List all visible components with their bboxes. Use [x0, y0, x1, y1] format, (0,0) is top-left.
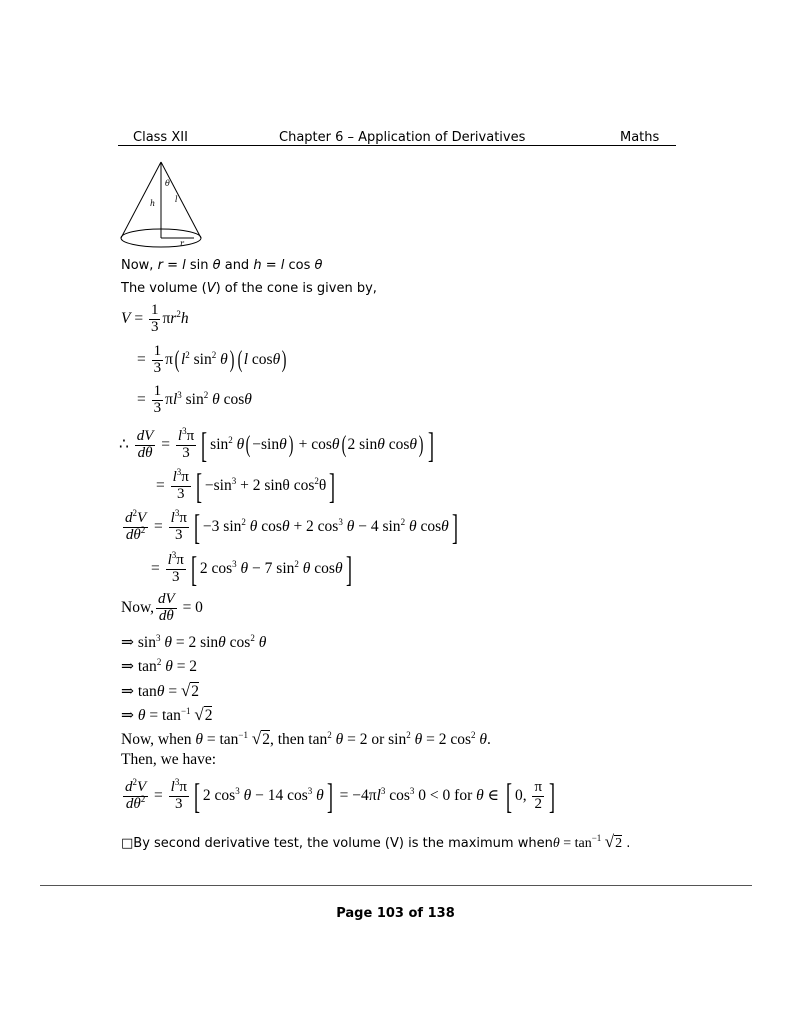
header-class: Class XII [133, 130, 188, 145]
header-subject: Maths [620, 130, 660, 145]
now-text: Now, [121, 598, 155, 616]
then-we-have: Then, we have: [121, 751, 217, 768]
eq-second-derivative: $\frac{d^2V}{d\theta^2}$ = $\frac{l^3\pi}{3}$ [ −3 $\sin^2 \theta$ cosθ + 2 $\cos^3 \theta - 4$ $\sin^2 \theta$ cosθ] [125, 507, 458, 547]
relation-line: Now, r = l sin θ and h = l cos θ [121, 258, 323, 273]
header-rule [118, 145, 676, 146]
eq-first-derivative-2: = $\frac{l^3\pi}{3}$ [ $-\sin^3 + 2$ sinθ $\cos^2\theta$] [156, 466, 336, 506]
theta-label: θ [165, 179, 170, 188]
eq-step-3: ⇒ tanθ = √2 [121, 681, 200, 700]
eq-step-2: ⇒ $\tan^2 \theta = 2$ [121, 657, 198, 675]
eq-second-derivative-2: = $\frac{l^3\pi}{3}$ [ 2 $\cos^3 \theta - 7$ $\sin^2 \theta$ cosθ] [151, 549, 352, 589]
eq-volume-2: = $\frac{1}{3}$ π( $l^2$ $\sin^2 \theta$) ( l cosθ) [137, 343, 287, 376]
r-label: r [180, 239, 184, 248]
eq-critical: Now, $\frac{dV}{d\theta}$ = 0 [121, 591, 203, 624]
eq-step-4: ⇒ $\theta = \tan^{-1} √2$ [121, 705, 213, 724]
eq-volume-3: = $\frac{1}{3}$ $\pi l^3$ $\sin^2 \theta$ cosθ [137, 383, 252, 416]
conclusion-text: □By second derivative test, the volume (V) is the maximum when [121, 836, 553, 851]
h-label: h [150, 199, 156, 208]
volume-intro: The volume (V) of the cone is given by, [121, 281, 377, 296]
header-chapter: Chapter 6 – Application of Derivatives [279, 130, 526, 145]
eq-now-when: Now, when $\theta = \tan^{-1} √2$, then $\tan^2 \theta = 2$ or $\sin^2 \theta = 2$ $\cos^2 \theta$. [121, 729, 491, 748]
l-label: l [175, 195, 178, 204]
eq-first-derivative: ∴ $\frac{dV}{d\theta}$ = $\frac{l^3\pi}{3}$ [ $\sin^2 \theta( -\sin\theta) + \cos\theta$( 2 sinθ cosθ) ] [119, 425, 435, 465]
eq-second-derivative-at-critical: $\frac{d^2V}{d\theta^2}$ = $\frac{l^3\pi}{3}$ [ 2 $\cos^3 \theta - 14$ $\cos^3 \theta] = -4\pi l^3$ $\cos^3 0 < 0$ for θ ∈ [ 0, $\frac{\pi}{2}$ ] [125, 776, 556, 816]
eq-step-1: ⇒ $\sin^3 \theta = 2$ sinθ $\cos^2 \theta$ [121, 633, 267, 651]
now-when-text: Now, when [121, 731, 192, 748]
eq-volume: V = $\frac{1}{3}$ $\pi r^2h$ [121, 302, 189, 335]
conclusion-period: . [626, 836, 631, 851]
page-number: Page 103 of 138 [336, 906, 455, 921]
footer-rule [40, 885, 752, 886]
cone-figure [118, 158, 210, 250]
conclusion-line: □By second derivative test, the volume (V) is the maximum whenθ = $\tan^{-1} √2$ . [121, 832, 631, 851]
